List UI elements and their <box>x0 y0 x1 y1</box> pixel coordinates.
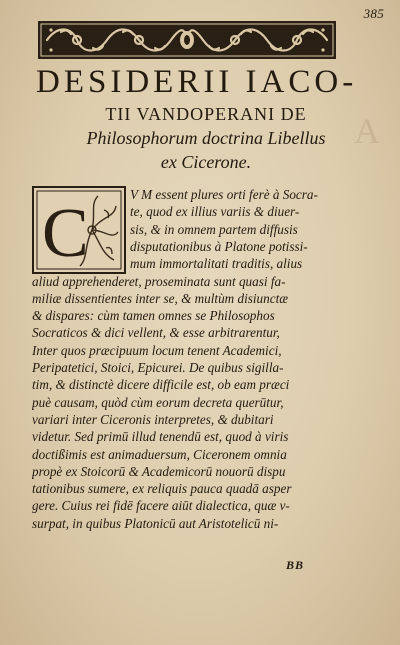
show-through-ink: A <box>354 111 380 150</box>
page-number: 385 <box>363 6 384 21</box>
text-line: V M essent plures orti ferè à Socra- <box>130 187 318 202</box>
text-line: doctißimis est animaduersum, Ciceronem omnia <box>32 446 287 462</box>
title-line-3: Philosophorum doctrina Libellus <box>86 128 326 148</box>
text-line: tim, & distinctè dicere difficile est, ob eam præci <box>32 377 290 393</box>
decorated-initial-c <box>32 186 126 274</box>
text-line: te, quod ex illius variis & diuer- <box>130 204 300 220</box>
text-line: propè ex Stoicorū & Academicorū nouorū dispu <box>32 463 286 479</box>
text-line: Socraticos & dici vellent, & esse arbitrarentur, <box>32 325 280 341</box>
text-line: variari inter Ciceronis interpretes, & dubitari <box>32 411 274 427</box>
text-line: tationibus sumere, ex reliquis pauca quadā asper <box>32 481 292 497</box>
text-line: mum immortalitati traditis, alius <box>130 256 303 272</box>
text-line: & dispares: cùm tamen omnes se Philosophos <box>32 308 275 324</box>
ornamental-headpiece <box>37 20 337 60</box>
text-line: disputationibus à Platone potissi- <box>130 238 308 254</box>
text-line: sis, & in omnem partem diffusis <box>130 221 298 237</box>
initial-letter-text: C <box>42 195 89 272</box>
catchword: BB <box>285 558 304 572</box>
text-line: aliud apprehenderet, proseminata sunt quasi fa- <box>32 273 286 289</box>
text-line: miliæ dissentientes inter se, & multùm disiunctæ <box>32 290 289 306</box>
text-line: Peripatetici, Stoici, Epicurei. De quibus sigilla- <box>32 360 284 375</box>
text-line: Inter quos præcipuum locum tenent Academici, <box>32 342 282 358</box>
text-line: puè causam, quòd cùm eorum decreta querūtur, <box>32 394 284 410</box>
text-line: surpat, in quibus Platonicū aut Aristotelicū ni- <box>32 515 279 531</box>
text-line: videtur. Sed primū illud tenendū est, quod à viris <box>32 429 289 445</box>
title-line-4: ex Cicerone. <box>160 152 252 172</box>
title-line-2: TII VANDOPERANI DE <box>105 104 307 124</box>
title-line-1: DESIDERII IACO- <box>36 64 358 100</box>
text-line: gere. Cuius rei fidē facere aiūt dialectica, quæ v- <box>32 498 290 514</box>
